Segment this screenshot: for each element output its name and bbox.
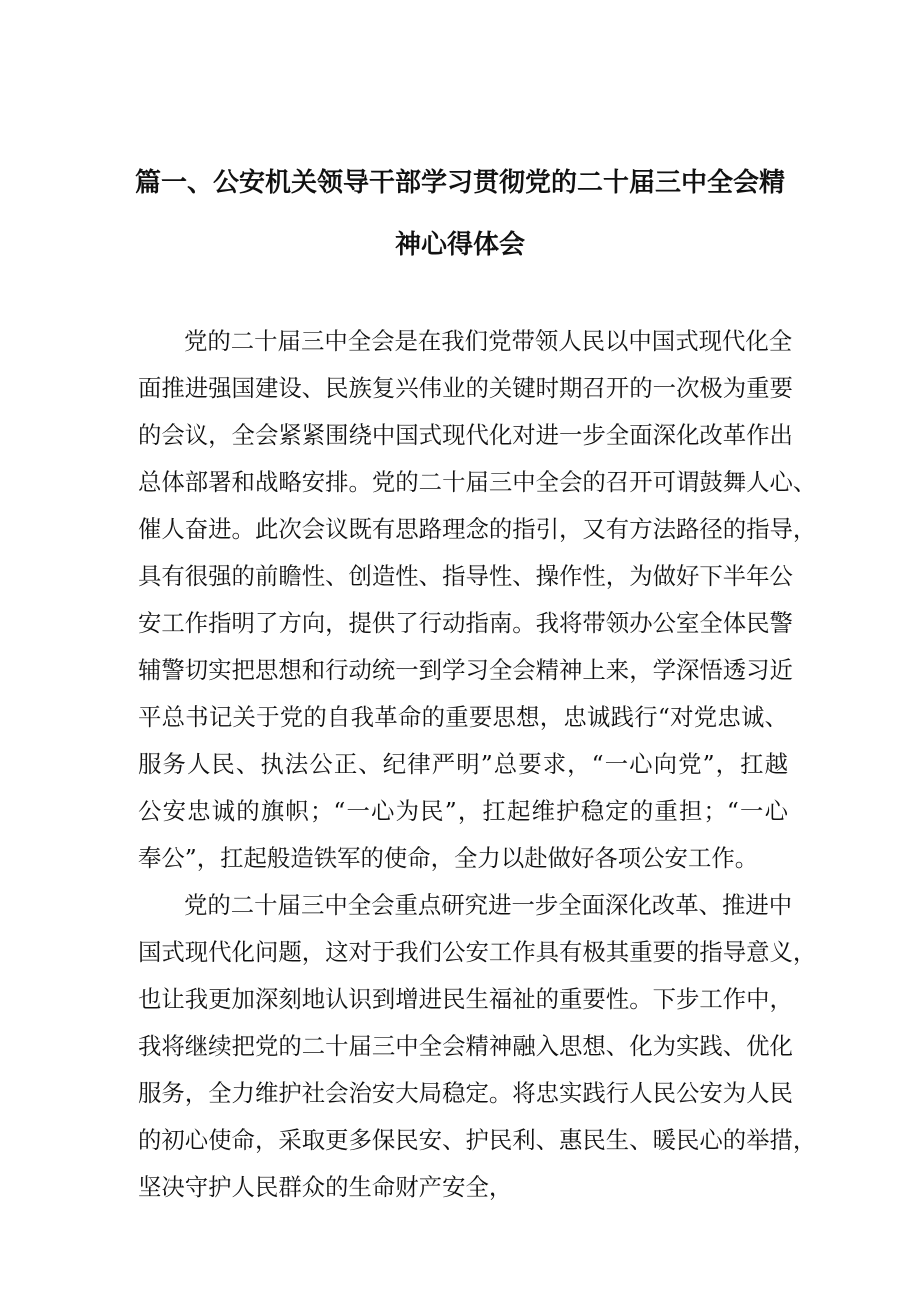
paragraph-2-line-7: 坚决守护人民群众的生命财产安全， xyxy=(138,1173,513,1201)
paragraph-2-line-6: 的初心使命，采取更多保民安、护民利、惠民生、暖民心的举措， xyxy=(138,1126,817,1154)
paragraph-2-line-3: 也让我更加深刻地认识到增进民生福祉的重要性。下步工作中， xyxy=(138,985,793,1013)
paragraph-1-line-5: 催人奋进。此次会议既有思路理念的指引，又有方法路径的指导， xyxy=(138,515,817,543)
paragraph-1-line-4: 总体部署和战略安排。党的二十届三中全会的召开可谓鼓舞人心、 xyxy=(138,468,817,496)
document-title-line-2: 神心得体会 xyxy=(394,230,525,260)
paragraph-1-line-6: 具有很强的前瞻性、创造性、指导性、操作性，为做好下半年公 xyxy=(138,562,793,590)
paragraph-1-line-12: 奉公”，扛起般造铁军的使命，全力以赴做好各项公安工作。 xyxy=(138,844,759,872)
paragraph-2-line-5: 服务，全力维护社会治安大局稳定。将忠实践行人民公安为人民 xyxy=(138,1079,793,1107)
paragraph-1-line-1: 党的二十届三中全会是在我们党带领人民以中国式现代化全 xyxy=(184,327,793,355)
paragraph-1-line-11: 公安忠诚的旗帜；“一心为民”，扛起维护稳定的重担；“一心 xyxy=(138,797,788,825)
paragraph-1-line-2: 面推进强国建设、民族复兴伟业的关键时期召开的一次极为重要 xyxy=(138,374,793,402)
paragraph-1-line-9: 平总书记关于党的自我革命的重要思想，忠诚践行“对党忠诚、 xyxy=(138,703,788,731)
paragraph-2-line-4: 我将继续把党的二十届三中全会精神融入思想、化为实践、优化 xyxy=(138,1032,793,1060)
paragraph-2-line-1: 党的二十届三中全会重点研究进一步全面深化改革、推进中 xyxy=(184,891,793,919)
document-title-line-1: 篇一、公安机关领导干部学习贯彻党的二十届三中全会精 xyxy=(134,168,785,198)
paragraph-1-line-7: 安工作指明了方向，提供了行动指南。我将带领办公室全体民警 xyxy=(138,609,793,637)
paragraph-1-line-3: 的会议，全会紧紧围绕中国式现代化对进一步全面深化改革作出 xyxy=(138,421,793,449)
paragraph-1-line-8: 辅警切实把思想和行动统一到学习全会精神上来，学深悟透习近 xyxy=(138,656,793,684)
paragraph-1-line-10: 服务人民、执法公正、纪律严明”总要求，“一心向党”，扛越 xyxy=(138,750,788,778)
paragraph-2-line-2: 国式现代化问题，这对于我们公安工作具有极其重要的指导意义， xyxy=(138,938,817,966)
